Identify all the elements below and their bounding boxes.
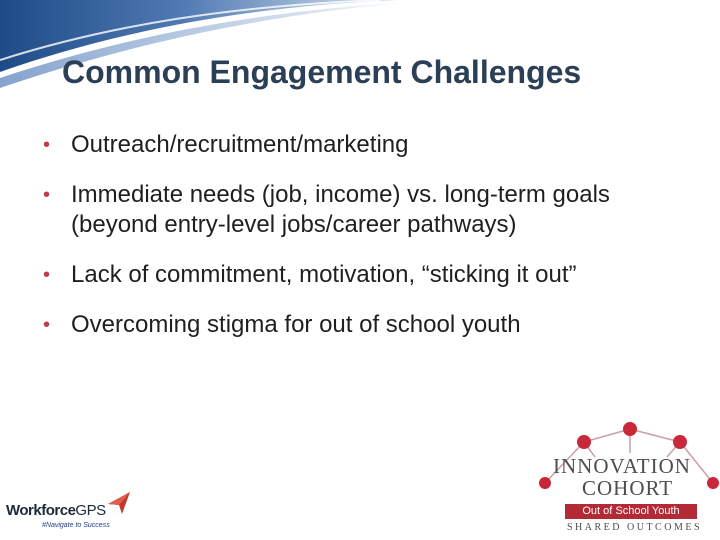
bullet-item xyxy=(43,310,693,340)
bullet-marker: • xyxy=(43,134,51,156)
cohort-subtitle: SHARED OUTCOMES xyxy=(567,522,703,533)
gps-arrow-icon xyxy=(106,490,132,516)
workforce-gps-logo xyxy=(6,490,136,535)
slide-title: Common Engagement Challenges xyxy=(62,54,582,90)
cohort-title-line2: COHORT xyxy=(582,476,674,500)
cohort-banner: Out of School Youth xyxy=(565,504,697,519)
bullet-text: Overcoming stigma for out of school youth xyxy=(71,311,521,338)
workforce-gps-wordmark xyxy=(6,502,106,519)
bullet-text: Outreach/recruitment/marketing xyxy=(71,131,409,158)
bullet-marker: • xyxy=(43,184,51,206)
bullet-list xyxy=(43,130,693,360)
bullet-item xyxy=(43,260,693,290)
bullet-text: Lack of commitment, motivation, “sticking it out” xyxy=(71,261,577,288)
innovation-cohort-logo xyxy=(535,415,720,540)
workforce-gps-tagline: #Navigate to Success xyxy=(42,522,110,529)
bullet-text: Immediate needs (job, income) vs. long-term goals (beyond entry-level jobs/career pathways) xyxy=(71,181,610,238)
cohort-title-line1: INNOVATION xyxy=(553,454,691,478)
bullet-marker: • xyxy=(43,314,51,336)
workforce-gps-name-accent: GPS xyxy=(75,502,106,519)
bullet-item xyxy=(43,130,693,160)
bullet-marker: • xyxy=(43,264,51,286)
workforce-gps-name-main: Workforce xyxy=(6,502,76,519)
bullet-item xyxy=(43,180,693,240)
